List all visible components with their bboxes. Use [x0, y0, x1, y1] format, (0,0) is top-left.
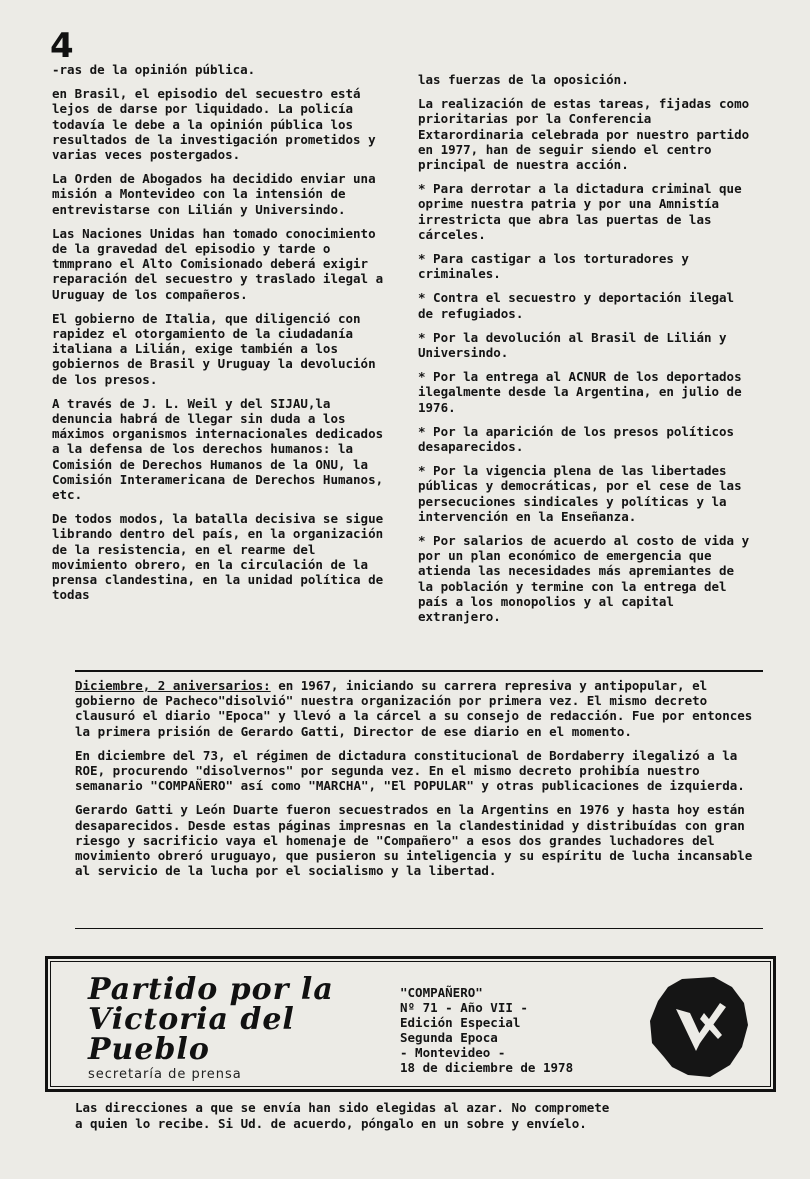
- left-paragraph: A través de J. L. Weil y del SIJAU,la denuncia habrá de llegar sin duda a los máximos organismos internacionales dedicados a la defensa de los derechos humanos: la Comisión de Derechos Humanos de la ONU, la Comisión Interamericana de Derechos Humanos, etc.: [52, 395, 384, 503]
- page-number: 4: [50, 26, 74, 66]
- left-column: [52, 62, 390, 612]
- right-paragraph: * Por la vigencia plena de las libertades públicas y democráticas, por el cese de las persecuciones sindicales y políticas y la intervención en la Enseñanza.: [418, 463, 742, 524]
- anniversaries-text: en 1967, iniciando su carrera represiva y antipopular, el gobierno de Pacheco"disolvió" nuestra organización por primera vez. El mismo decreto clausuró el diario "Epoca" y llevó a la cárcel a su consejo de redacción. Fue por entonces la primera prisión de Gerardo Gatti, Director de ese diario en el momento.: [75, 678, 753, 739]
- anniversaries-paragraph-3: Gerardo Gatti y León Duarte fueron secuestrados en la Argentins en 1976 y hasta hoy están desaparecidos. Desde estas páginas impresnas en la clandestinidad y distribuídas con gran riesgo y sacrificio vaya el homenaje de "Compañero" a esos dos grandes luchadores del movimiento obreró uruguayo, que pusieron su inteligencia y su espíritu de lucha incansable al servicio de la lucha por el socialismo y la libertad.: [75, 802, 753, 879]
- edition-info: [400, 985, 610, 1075]
- edition-line: Nº 71 - Año VII -: [400, 1000, 528, 1015]
- anniversaries-section: [75, 678, 765, 887]
- left-paragraph: -ras de la opinión pública.: [52, 62, 256, 77]
- right-paragraph: * Contra el secuestro y deportación ilegal de refugiados.: [418, 290, 735, 321]
- right-paragraph: * Por la devolución al Brasil de Lilián y Universindo.: [418, 329, 727, 361]
- footer-line: a quien lo recibe. Si Ud. de acuerdo, póngalo en un sobre y envíelo.: [75, 1116, 587, 1131]
- left-paragraph: La Orden de Abogados ha decidido enviar una misión a Montevideo con la intensión de entrevistarse con Lilián y Universindo.: [52, 171, 376, 217]
- edition-line: Edición Especial: [400, 1015, 521, 1030]
- left-paragraph: De todos modos, la batalla decisiva se sigue librando dentro del país, en la organización de la resistencia, en el rearme del movimiento obrero, en la circulación de la prensa clandestina, en la unidad política de todas: [52, 511, 384, 603]
- right-paragraph: * Por la aparición de los presos políticos desaparecidos.: [418, 423, 735, 455]
- edition-line: 18 de diciembre de 1978: [400, 1060, 574, 1075]
- anniversaries-paragraph-1: [75, 678, 765, 739]
- right-paragraph: * Para castigar a los torturadores y criminales.: [418, 251, 689, 282]
- left-paragraph: El gobierno de Italia, que diligenció con rapidez el otorgamiento de la ciudadanía italiana a Lilián, exige también a los gobiernos de Brasil y Uruguay la devolución de los presos.: [52, 310, 376, 387]
- footer-line: Las direcciones a que se envía han sido elegidas al azar. No compromete: [75, 1100, 610, 1115]
- right-paragraph: * Para derrotar a la dictadura criminal que oprime nuestra patria y por una Amnistía irrestricta que abra las puertas de las cárceles.: [418, 181, 742, 242]
- party-title-line: Victoria del: [88, 1002, 295, 1037]
- party-title: [88, 972, 334, 1067]
- secretaria-label: secretaría de prensa: [88, 1067, 242, 1082]
- footer-note: [75, 1100, 775, 1132]
- section-divider: [75, 670, 763, 672]
- anniversaries-paragraph-2: En diciembre del 73, el régimen de dictadura constitucional de Bordaberry ilegalizó a la ROE, procurendo "disolvernos" por segunda vez. En el mismo decreto prohibía nuestro semanario "COMPAÑERO" así como "MARCHA", "El POPULAR" y otras publicaciones de izquierda.: [75, 747, 745, 794]
- left-paragraph: Las Naciones Unidas han tomado conocimiento de la gravedad del episodio y tarde o tmmprano el Alto Comisionado deberá exigir reparación del secuestro y traslado ilegal a Uruguay de los compañeros.: [52, 225, 384, 302]
- right-paragraph: las fuerzas de la oposición.: [418, 72, 629, 87]
- edition-line: - Montevideo -: [400, 1045, 506, 1060]
- party-title-line: Partido por la: [88, 972, 334, 1007]
- right-paragraph: * Por la entrega al ACNUR de los deportados ilegalmente desde la Argentina, en julio de 1976.: [418, 369, 742, 415]
- masthead-box: [45, 956, 776, 1092]
- section-divider: [75, 928, 763, 929]
- uruguay-map-emblem-icon: [644, 973, 754, 1083]
- anniversaries-heading: Diciembre, 2 aniversarios:: [75, 678, 271, 693]
- right-column: [418, 72, 756, 633]
- left-paragraph: en Brasil, el episodio del secuestro está lejos de darse por liquidado. La policía todavía le debe a la opinión pública los resultados de la investigación prometidos y varias veces postergados.: [52, 86, 376, 163]
- edition-line: Segunda Epoca: [400, 1030, 498, 1045]
- right-paragraph: * Por salarios de acuerdo al costo de vida y por un plan económico de emergencia que atienda las necesidades más apremiantes de la población y termine con la entrega del país a los monopolios y al capital extranjero.: [418, 533, 750, 625]
- right-paragraph: La realización de estas tareas, fijadas como prioritarias por la Conferencia Extarordinaria celebrada por nuestro partido en 1977, han de seguir siendo el centro principal de nuestra acción.: [418, 96, 750, 173]
- party-title-line: Pueblo: [88, 1032, 210, 1067]
- edition-line: "COMPAÑERO": [400, 985, 483, 1000]
